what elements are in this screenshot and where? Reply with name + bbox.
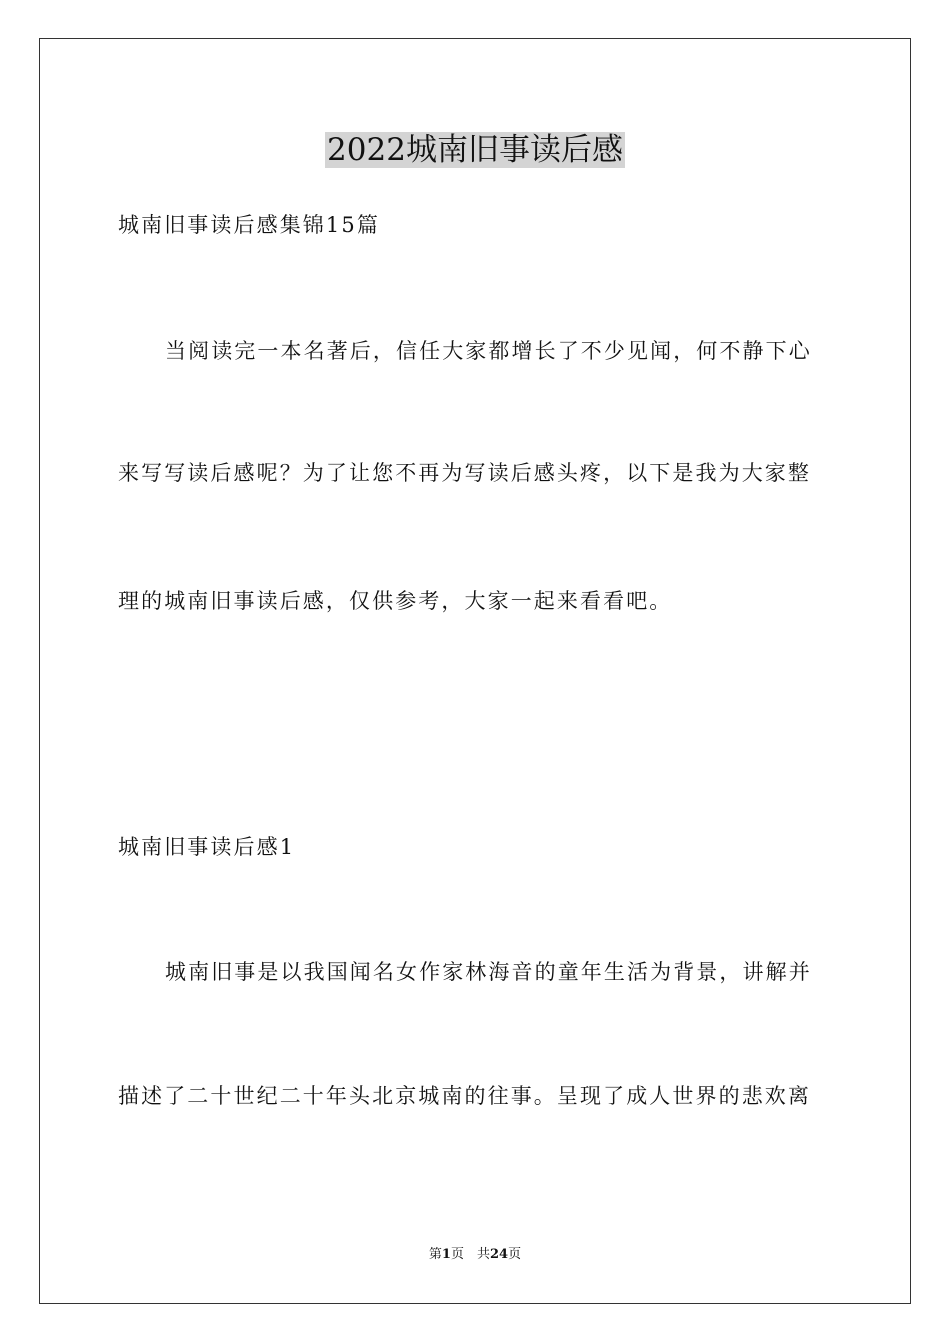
intro-paragraph-line: 来写写读后感呢？为了让您不再为写读后感头疼，以下是我为大家整 xyxy=(118,461,811,485)
section-paragraph-line: 描述了二十世纪二十年头北京城南的往事。呈现了成人世界的悲欢离 xyxy=(118,1084,811,1108)
footer-suffix: 页 xyxy=(508,1247,522,1262)
page-footer xyxy=(0,1246,950,1264)
document-subtitle: 城南旧事读后感集锦15篇 xyxy=(118,213,380,237)
document-title-text: 2022城南旧事读后感 xyxy=(327,132,623,168)
section-heading: 城南旧事读后感1 xyxy=(118,835,296,859)
footer-page-total: 24 xyxy=(489,1247,509,1262)
footer-prefix: 第 xyxy=(428,1247,442,1262)
intro-paragraph-line: 理的城南旧事读后感，仅供参考，大家一起来看看吧。 xyxy=(118,589,673,613)
section-paragraph-line: 城南旧事是以我国闻名女作家林海音的童年生活为背景，讲解并 xyxy=(165,960,812,984)
document-title xyxy=(0,128,950,172)
footer-page-current: 1 xyxy=(441,1247,451,1262)
footer-page-mid: 页 共 xyxy=(450,1247,490,1262)
intro-paragraph-line: 当阅读完一本名著后，信任大家都增长了不少见闻，何不静下心 xyxy=(165,339,812,363)
